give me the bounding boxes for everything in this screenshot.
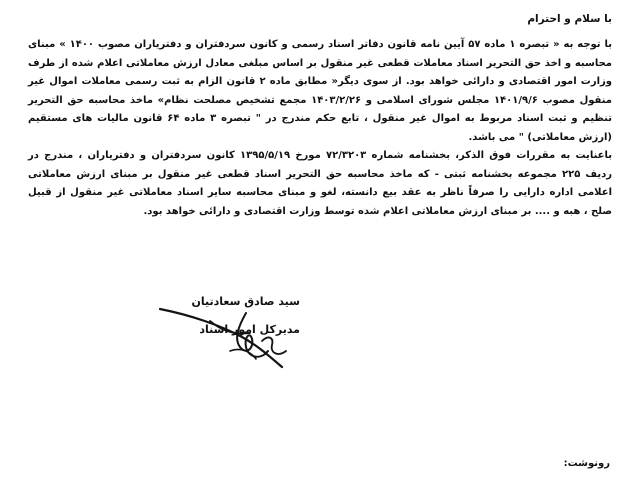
body-paragraph: باعنایت به مقررات فوق الذکر، بخشنامه شماره ۷۲/۳۲۰۳ مورخ ۱۳۹۵/۵/۱۹ کانون سردفتران و دفتریاران ، مندرج در ردیف ۲۲۵ مجموعه بخشنامه ثبتی - که ماخذ محاسبه حق التحریر اسناد قطعی غیر منقول بر مبنای ارزش معاملاتی اعلامی اداره دارایی را صرفاً ناظر به عقد بیع دانسته، لغو و مبنای محاسبه سایر اسناد معاملاتی غیر منقول از قبیل صلح ، هبه و .... بر مبنای ارزش معاملاتی اعلام شده توسط وزارت اقتصادی و دارائی خواهد بود.: [28, 150, 612, 217]
salutation: با سلام و احترام: [527, 13, 612, 25]
signature-block: [150, 291, 300, 371]
signatory-title: مدیرکل امور اسناد: [199, 323, 300, 336]
cc-label: رونوشت:: [563, 458, 610, 469]
letter-body: [28, 36, 612, 221]
signatory-name: سید صادق سعادتیان: [191, 295, 300, 308]
handwritten-signature: [150, 291, 300, 371]
body-paragraph: با توجه به « تبصره ۱ ماده ۵۷ آیین نامه قانون دفاتر اسناد رسمی و کانون سردفتران و دفتریاران مصوب ۱۴۰۰ » مبنای محاسبه و اخذ حق التحریر اسناد معاملات قطعی غیر منقول بر اساس مبلغی معادل ارزش معاملاتی اعلام شده از طرف وزارت امور اقتصادی و دارائی خواهد بود. از سوی دیگر« مطابق ماده ۲ قانون الزام به ثبت رسمی معاملات اموال غیر منقول مصوب ۱۴۰۱/۹/۶ مجلس شورای اسلامی و ۱۴۰۳/۲/۲۶ مجمع تشخیص مصلحت نظام» ماخذ محاسبه حق التحریر تنظیم و ثبت اسناد مربوط به اموال غیر منقول ، تابع حکم مندرج در " تبصره ۳ ماده ۶۴ قانون مالیات های مستقیم (ارزش معاملاتی) " می باشد.: [28, 39, 613, 143]
